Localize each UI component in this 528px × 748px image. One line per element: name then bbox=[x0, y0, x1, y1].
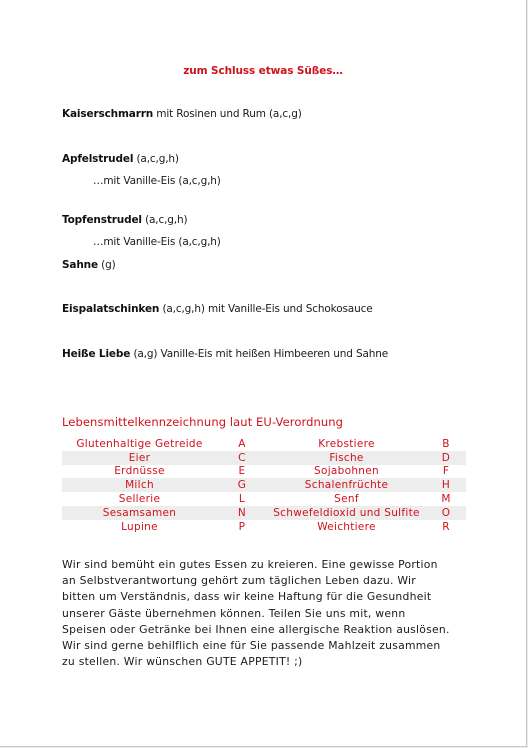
menu-item-kaiserschmarrn bbox=[62, 108, 302, 120]
table-row bbox=[62, 437, 466, 451]
allergen-name: Senf bbox=[334, 493, 359, 506]
notice-line: bitten um Verständnis, dass wir keine Haftung für die Gesundheit bbox=[62, 590, 432, 604]
allergen-code: E bbox=[238, 465, 246, 478]
allergen-code: G bbox=[217, 478, 267, 492]
allergen-code: F bbox=[442, 465, 450, 478]
table-row bbox=[62, 492, 466, 506]
notice-line: Wir sind bemüht ein gutes Essen zu kreieren. Eine gewisse Portion bbox=[62, 558, 438, 571]
allergen-code: P bbox=[238, 520, 246, 533]
menu-item-name: Heiße Liebe bbox=[62, 348, 131, 360]
menu-item-details: (g) bbox=[97, 259, 116, 271]
table-row bbox=[62, 520, 466, 534]
menu-item-name: Topfenstrudel bbox=[62, 214, 142, 226]
allergen-code: M bbox=[441, 493, 451, 506]
table-row bbox=[62, 478, 466, 492]
menu-item-name: Apfelstrudel bbox=[62, 153, 134, 165]
notice-line: unserer Gäste übernehmen können. Teilen Sie uns mit, wenn bbox=[62, 606, 406, 620]
allergen-name: Sojabohnen bbox=[314, 465, 379, 478]
notice-line: zu stellen. Wir wünschen GUTE APPETIT! ;) bbox=[62, 655, 303, 669]
allergen-name: Erdnüsse bbox=[114, 465, 165, 478]
menu-item-apfelstrudel-variant: …mit Vanille-Eis (a,c,g,h) bbox=[93, 175, 221, 187]
allergen-code: C bbox=[217, 451, 267, 465]
notice-line: an Selbstverantwortung gehört zum täglichen Leben dazu. Wir bbox=[62, 574, 416, 588]
allergen-code: D bbox=[426, 451, 466, 465]
menu-item-name: Sahne bbox=[62, 259, 98, 271]
allergen-code: H bbox=[426, 478, 466, 492]
allergen-table bbox=[62, 437, 466, 534]
menu-item-heisse-liebe bbox=[62, 348, 388, 360]
menu-item-name: Eispalatschinken bbox=[62, 303, 160, 315]
allergen-name: Milch bbox=[62, 478, 217, 492]
allergen-code: L bbox=[238, 493, 246, 506]
allergen-name: Sesamsamen bbox=[62, 506, 217, 520]
allergen-code: R bbox=[442, 520, 450, 533]
menu-item-details: mit Rosinen und Rum (a,c,g) bbox=[153, 108, 302, 120]
menu-item-apfelstrudel bbox=[62, 153, 179, 165]
menu-item-topfenstrudel-variant: …mit Vanille-Eis (a,c,g,h) bbox=[93, 236, 221, 248]
section-heading: zum Schluss etwas Süßes… bbox=[183, 65, 343, 77]
allergen-name: Fische bbox=[267, 451, 426, 465]
menu-item-topfenstrudel bbox=[62, 214, 187, 226]
table-row bbox=[62, 451, 466, 465]
allergen-name: Krebstiere bbox=[318, 437, 375, 450]
menu-item-sahne bbox=[62, 259, 116, 271]
allergen-code: N bbox=[217, 506, 267, 520]
menu-item-details: (a,c,g,h) bbox=[133, 153, 179, 165]
menu-item-details: (a,g) Vanille-Eis mit heißen Himbeeren und Sahne bbox=[130, 348, 389, 360]
menu-item-details: (a,c,g,h) mit Vanille-Eis und Schokosauce bbox=[159, 303, 373, 315]
allergen-section-title: Lebensmittelkennzeichnung laut EU-Verordnung bbox=[62, 415, 344, 429]
allergen-name: Schwefeldioxid und Sulfite bbox=[267, 506, 426, 520]
allergen-code: A bbox=[238, 437, 246, 450]
table-row bbox=[62, 506, 466, 520]
menu-item-details: (a,c,g,h) bbox=[141, 214, 188, 226]
allergen-name: Eier bbox=[62, 451, 217, 465]
allergen-name: Schalenfrüchte bbox=[267, 478, 426, 492]
allergy-notice bbox=[62, 557, 467, 670]
allergen-name: Weichtiere bbox=[317, 520, 376, 533]
notice-line: Wir sind gerne behilflich eine für Sie passende Mahlzeit zusammen bbox=[62, 639, 441, 653]
table-row bbox=[62, 465, 466, 479]
allergen-name: Sellerie bbox=[118, 493, 161, 506]
allergen-code: B bbox=[442, 437, 450, 450]
menu-item-name: Kaiserschmarrn bbox=[62, 108, 154, 120]
notice-line: Speisen oder Getränke bei Ihnen eine allergische Reaktion auslösen. bbox=[62, 622, 450, 636]
allergen-name: Glutenhaltige Getreide bbox=[76, 437, 203, 450]
allergen-code: O bbox=[426, 506, 466, 520]
menu-item-eispalatschinken bbox=[62, 303, 373, 315]
allergen-name: Lupine bbox=[121, 520, 158, 533]
